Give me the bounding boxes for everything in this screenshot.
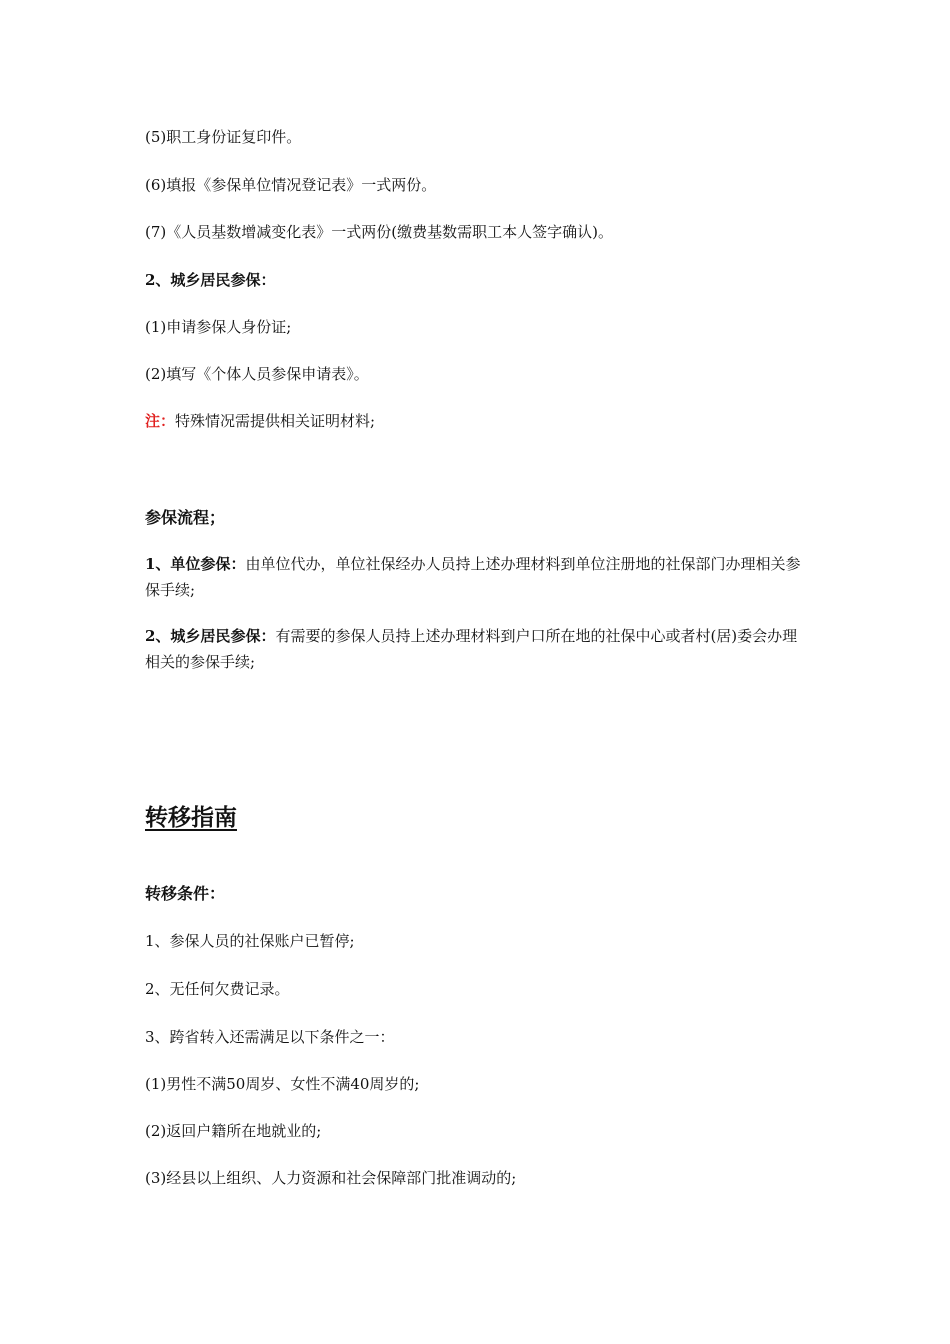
process-unit-text: 由单位代办，单位社保经办人员持上述办理材料到单位注册地的社保部门办理相关参保手续;: [145, 555, 801, 599]
transfer-condition-2: 2、无任何欠费记录。: [145, 980, 290, 998]
process-resident-label: 2、城乡居民参保：: [145, 627, 276, 645]
transfer-sub-condition-3: (3)经县以上组织、人力资源和社会保障部门批准调动的;: [145, 1169, 517, 1187]
note-text: 特殊情况需提供相关证明材料;: [175, 412, 376, 430]
process-resident-paragraph: [145, 623, 810, 675]
transfer-condition-3: 3、跨省转入还需满足以下条件之一：: [145, 1028, 395, 1046]
note-line: [145, 411, 375, 431]
material-item-5: (5)职工身份证复印件。: [145, 128, 302, 146]
material-item-6: (6)填报《参保单位情况登记表》一式两份。: [145, 176, 437, 194]
transfer-condition-1: 1、参保人员的社保账户已暂停;: [145, 932, 355, 950]
note-label: 注：: [145, 412, 176, 430]
material-item-7: (7)《人员基数增减变化表》一式两份(缴费基数需职工本人签字确认)。: [145, 223, 613, 241]
transfer-guide-title: 转移指南: [145, 804, 237, 831]
process-resident-text: 有需要的参保人员持上述办理材料到户口所在地的社保中心或者村(居)委会办理相关的参保手续;: [145, 627, 798, 671]
resident-material-item-2: (2)填写《个体人员参保申请表》。: [145, 365, 369, 383]
process-unit-label: 1、单位参保：: [145, 555, 246, 573]
resident-materials-heading: 2、城乡居民参保：: [145, 271, 276, 289]
process-unit-paragraph: [145, 551, 810, 603]
transfer-sub-condition-1: (1)男性不满50周岁、女性不满40周岁的;: [145, 1075, 420, 1093]
transfer-conditions-heading: 转移条件：: [145, 884, 226, 903]
resident-material-item-1: (1)申请参保人身份证;: [145, 318, 292, 336]
process-heading: 参保流程；: [145, 508, 226, 527]
transfer-sub-condition-2: (2)返回户籍所在地就业的;: [145, 1122, 322, 1140]
